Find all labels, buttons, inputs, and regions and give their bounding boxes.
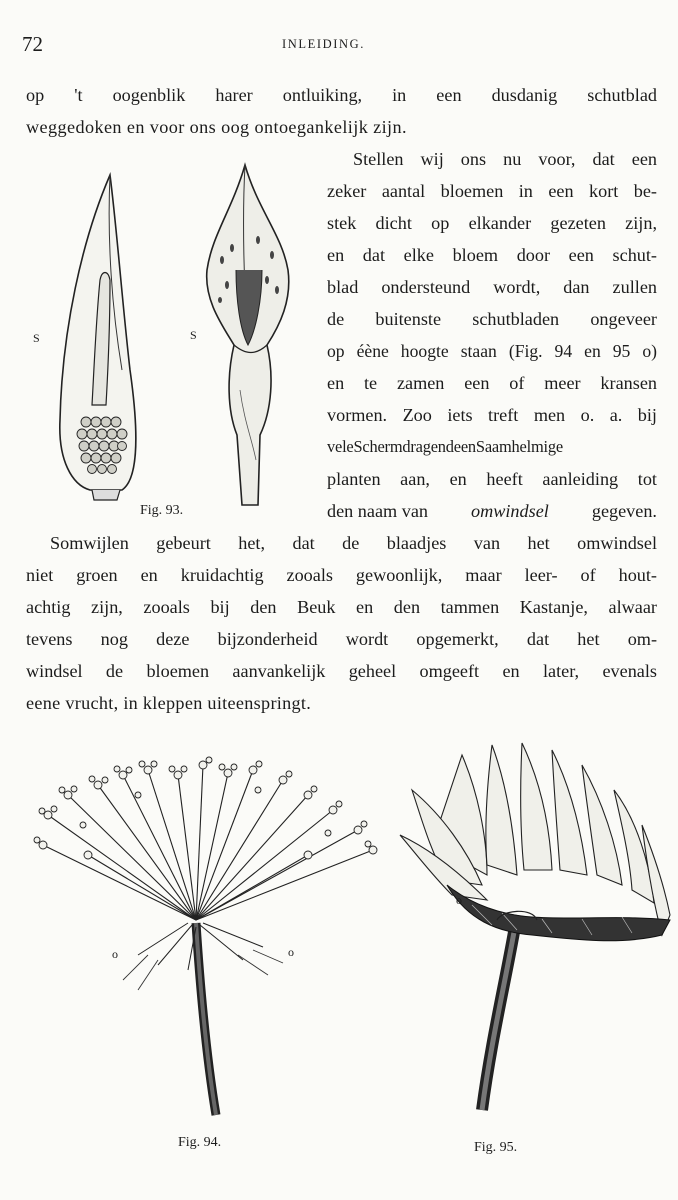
- figure-95-caption: Fig. 95.: [474, 1140, 518, 1155]
- figure-93-label: S: [33, 331, 40, 345]
- body-line: windsel de bloemen aanvankelijk geheel omgeeft en later, evenals: [26, 661, 657, 681]
- figure-94-label: o: [112, 947, 118, 961]
- body-text: den naam van: [327, 501, 428, 521]
- body-line-emphasis: [327, 501, 657, 522]
- body-line: planten aan, en heeft aanleiding tot: [327, 469, 657, 489]
- body-line: de buitenste schutbladen ongeveer: [327, 309, 657, 329]
- body-line: veleSchermdragendeenSaamhelmige: [327, 437, 563, 456]
- body-line: en te zamen een of meer kransen: [327, 373, 657, 393]
- body-text: gegeven.: [591, 501, 657, 521]
- figure-94-label: o: [288, 945, 294, 959]
- running-head: INLEIDING.: [282, 37, 365, 51]
- body-line: en dat elke bloem door een schut-: [327, 245, 657, 265]
- figure-93-label: S: [190, 328, 197, 342]
- figure-93-caption: Fig. 93.: [140, 503, 184, 518]
- body-line: zeker aantal bloemen in een kort be-: [327, 181, 657, 201]
- figure-93-illustration: [22, 160, 322, 520]
- paragraph-start: Somwijlen gebeurt het, dat de blaadjes van het omwindsel: [50, 533, 657, 553]
- body-line: op 't oogenblik harer ontluiking, in een dusdanig schutblad: [26, 85, 657, 105]
- emphasized-term: omwindsel: [471, 501, 549, 521]
- body-line: weggedoken en voor ons oog ontoegankelijk zijn.: [26, 117, 407, 137]
- figure-94-illustration: [28, 755, 388, 1130]
- figure-94-caption: Fig. 94.: [178, 1135, 222, 1150]
- body-line: stek dicht op elkander gezeten zijn,: [327, 213, 657, 233]
- body-line: niet groen en kruidachtig zooals gewoonlijk, maar leer- of hout-: [26, 565, 657, 585]
- body-line: eene vrucht, in kleppen uiteenspringt.: [26, 693, 312, 713]
- page-number: 72: [22, 32, 43, 56]
- figure-95-label: o: [456, 893, 462, 907]
- body-line: achtig zijn, zooals bij den Beuk en den tammen Kastanje, alwaar: [26, 597, 657, 617]
- body-line: tevens nog deze bijzonderheid wordt opgemerkt, dat het om-: [26, 629, 657, 649]
- body-line: op éène hoogte staan (Fig. 94 en 95 o): [327, 341, 657, 361]
- body-line: vormen. Zoo iets treft men o. a. bij: [327, 405, 657, 425]
- paragraph-start: Stellen wij ons nu voor, dat een: [353, 149, 657, 169]
- body-line: blad ondersteund wordt, dan zullen: [327, 277, 657, 297]
- figure-95-illustration: [392, 735, 677, 1120]
